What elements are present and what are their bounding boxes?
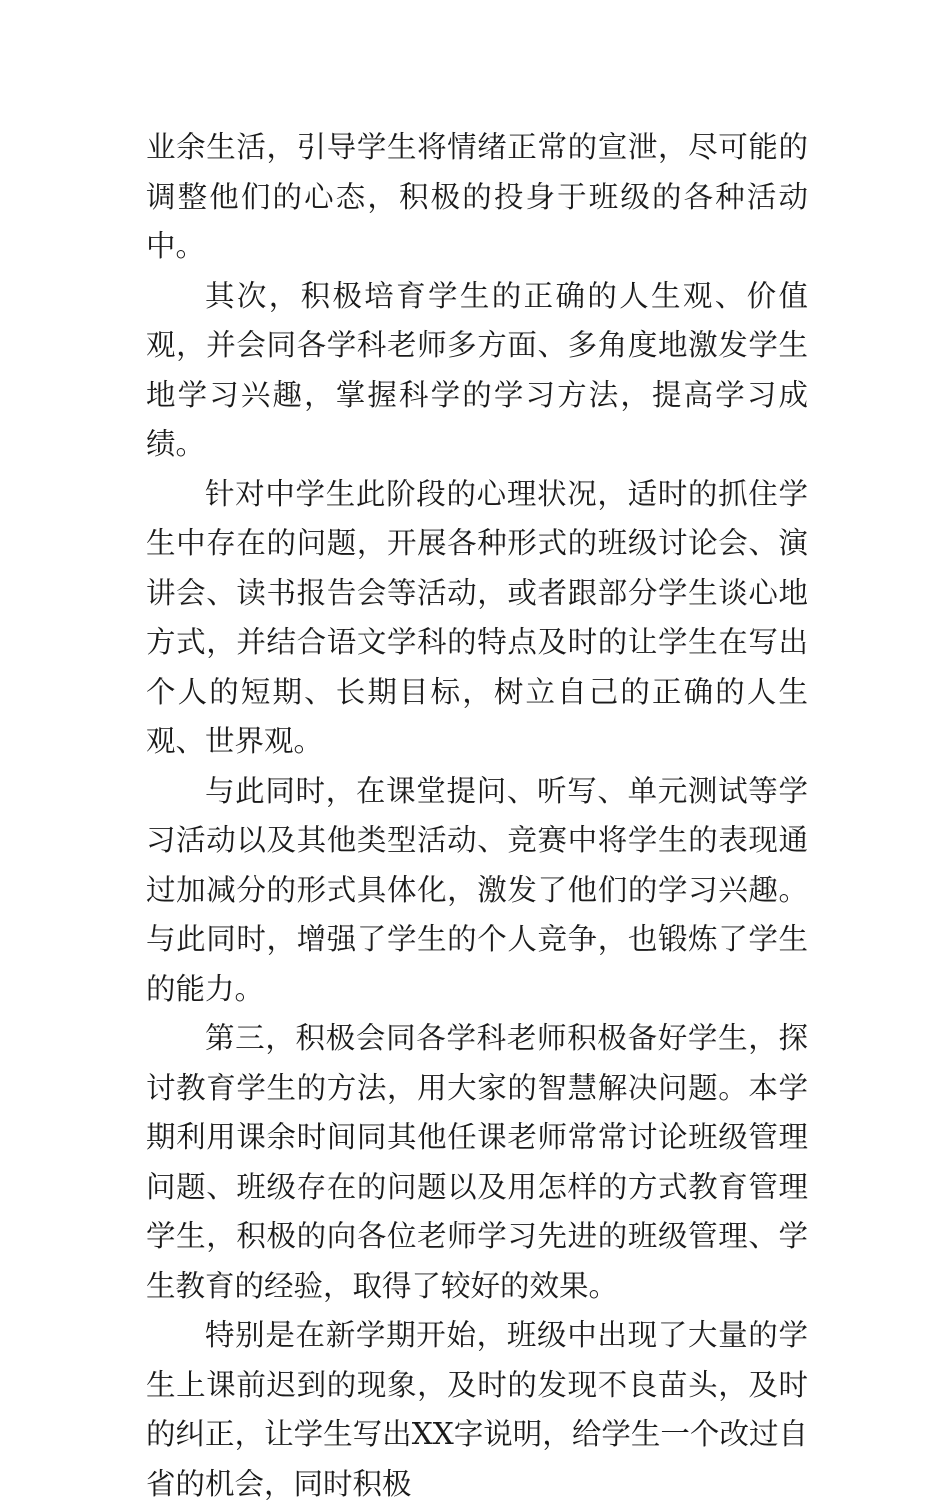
document-body — [146, 123, 808, 1509]
paragraph: 与此同时，在课堂提问、听写、单元测试等学习活动以及其他类型活动、竞赛中将学生的表现通过加减分的形式具体化，激发了他们的学习兴趣。与此同时，增强了学生的个人竞争，也锻炼了学生的能力。 — [146, 773, 808, 1006]
paragraph: 针对中学生此阶段的心理状况，适时的抓住学生中存在的问题，开展各种形式的班级讨论会、演讲会、读书报告会等活动，或者跟部分学生谈心地方式，并结合语文学科的特点及时的让学生在写出个人的短期、长期目标，树立自己的正确的人生观、世界观。 — [146, 476, 808, 758]
paragraph: 其次，积极培育学生的正确的人生观、价值观，并会同各学科老师多方面、多角度地激发学生地学习兴趣，掌握科学的学习方法，提高学习成绩。 — [146, 278, 808, 461]
paragraph: 特别是在新学期开始，班级中出现了大量的学生上课前迟到的现象，及时的发现不良苗头，及时的纠正，让学生写出XX字说明，给学生一个改过自省的机会，同时积极 — [146, 1318, 808, 1501]
paragraph-continued: 业余生活，引导学生将情绪正常的宣泄，尽可能的调整他们的心态，积极的投身于班级的各种活动中。 — [146, 130, 808, 263]
paragraph: 第三，积极会同各学科老师积极备好学生，探讨教育学生的方法，用大家的智慧解决问题。本学期利用课余时间同其他任课老师常常讨论班级管理问题、班级存在的问题以及用怎样的方式教育管理学生，积极的向各位老师学习先进的班级管理、学生教育的经验，取得了较好的效果。 — [146, 1021, 808, 1303]
